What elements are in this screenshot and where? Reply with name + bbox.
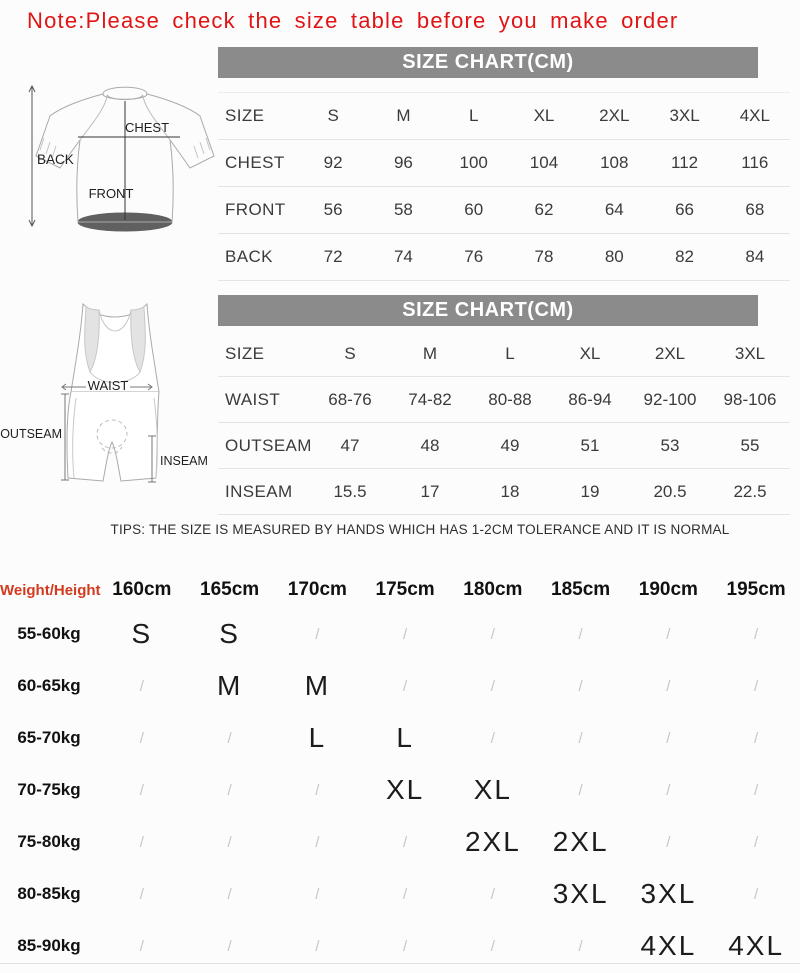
table-cell: 3XL [734, 343, 766, 363]
table-cell: 3XL [669, 106, 700, 125]
table-row [218, 234, 790, 281]
weight-row-label: 60-65kg [17, 676, 81, 695]
tips-text: TIPS: THE SIZE IS MEASURED BY HANDS WHICH HAS 1-2CM TOLERANCE AND IT IS NORMAL [110, 522, 730, 537]
empty-cell: / [754, 625, 759, 643]
table-cell: 66 [675, 200, 695, 219]
table-cell: 72 [323, 247, 343, 266]
empty-cell: / [315, 833, 320, 851]
table-row [218, 377, 790, 423]
table-row [218, 187, 790, 234]
table-cell: 68 [745, 200, 765, 219]
table-cell: 116 [741, 153, 769, 172]
empty-cell: / [754, 833, 759, 851]
table-cell: S [344, 343, 356, 363]
table-cell: 98-106 [723, 389, 777, 409]
empty-cell: / [403, 885, 408, 903]
row-label: SIZE [225, 343, 265, 363]
table-cell: 112 [671, 153, 699, 172]
table-cell: 17 [420, 481, 440, 501]
row-label: SIZE [225, 106, 265, 125]
table-cell: 74 [393, 247, 413, 266]
size-cell: 2XL [552, 826, 609, 857]
table-cell: 86-94 [568, 389, 612, 409]
empty-cell: / [578, 937, 583, 955]
table-cell: XL [579, 343, 601, 363]
height-column-header: 165cm [200, 579, 260, 600]
table-cell: 2XL [654, 343, 686, 363]
size-cell: 2XL [464, 826, 521, 857]
table-cell: 22.5 [733, 481, 767, 501]
size-cell: M [216, 670, 243, 701]
table-cell: 60 [464, 200, 484, 219]
size-cell: L [308, 722, 327, 753]
size-cell: 4XL [728, 930, 785, 961]
table-row [218, 423, 790, 469]
table-cell: 4XL [739, 106, 770, 125]
table-cell: 80-88 [488, 389, 532, 409]
size-cell: S [219, 618, 240, 649]
empty-cell: / [227, 729, 232, 747]
bib-size-chart-title [218, 295, 758, 326]
empty-cell: / [403, 833, 408, 851]
weight-row-label: 85-90kg [17, 936, 81, 955]
table-cell: 64 [604, 200, 624, 219]
height-column-header: 170cm [287, 579, 347, 600]
empty-cell: / [666, 625, 671, 643]
table-cell: 78 [534, 247, 554, 266]
empty-cell: / [754, 677, 759, 695]
empty-cell: / [490, 729, 495, 747]
empty-cell: / [666, 833, 671, 851]
table-cell: 92-100 [643, 389, 697, 409]
empty-cell: / [578, 781, 583, 799]
table-cell: 51 [580, 435, 600, 455]
size-cell: XL [386, 774, 425, 805]
empty-cell: / [139, 781, 144, 799]
bib-size-chart-title-text: SIZE CHART(CM) [402, 299, 574, 321]
empty-cell: / [227, 833, 232, 851]
table-cell: 53 [660, 435, 680, 455]
size-cell: 3XL [640, 878, 697, 909]
jersey-diagram [0, 80, 215, 298]
row-label: INSEAM [225, 481, 293, 501]
table-cell: 96 [393, 153, 413, 172]
table-cell: 18 [500, 481, 520, 501]
height-column-header: 185cm [551, 579, 611, 600]
size-cell: 4XL [640, 930, 697, 961]
empty-cell: / [227, 781, 232, 799]
empty-cell: / [578, 729, 583, 747]
empty-cell: / [754, 781, 759, 799]
size-cell: XL [473, 774, 512, 805]
chest-label: CHEST [124, 120, 170, 135]
empty-cell: / [227, 885, 232, 903]
table-cell: 55 [740, 435, 760, 455]
bottom-divider [0, 963, 800, 964]
height-column-header: 160cm [112, 579, 172, 600]
table-cell: L [505, 343, 515, 363]
jersey-size-table [218, 92, 790, 281]
empty-cell: / [754, 729, 759, 747]
table-cell: 108 [600, 153, 629, 172]
waist-label: WAIST [87, 378, 129, 393]
empty-cell: / [403, 677, 408, 695]
bib-shorts-diagram [0, 298, 215, 518]
weight-row-label: 75-80kg [17, 832, 81, 851]
matrix-row [0, 712, 800, 764]
empty-cell: / [490, 677, 495, 695]
table-cell: XL [533, 106, 555, 125]
weight-row-label: 65-70kg [17, 728, 81, 747]
empty-cell: / [490, 625, 495, 643]
empty-cell: / [666, 729, 671, 747]
empty-cell: / [754, 885, 759, 903]
matrix-header-row [0, 572, 800, 608]
size-cell: S [131, 618, 153, 649]
empty-cell: / [666, 781, 671, 799]
table-row [218, 140, 790, 187]
table-cell: 58 [393, 200, 413, 219]
empty-cell: / [490, 885, 495, 903]
table-cell: M [396, 106, 411, 125]
table-row [218, 93, 790, 140]
note-text: Note:Please check the size table before you make order [27, 8, 679, 33]
table-cell: 62 [534, 200, 554, 219]
empty-cell: / [315, 885, 320, 903]
weight-row-label: 80-85kg [17, 884, 81, 903]
empty-cell: / [227, 937, 232, 955]
empty-cell: / [490, 937, 495, 955]
empty-cell: / [315, 625, 320, 643]
size-cell: L [396, 722, 414, 753]
table-cell: 82 [675, 247, 695, 266]
matrix-row [0, 764, 800, 816]
empty-cell: / [315, 937, 320, 955]
table-cell: 56 [323, 200, 343, 219]
inseam-label: INSEAM [160, 454, 208, 468]
jersey-size-chart-title-text: SIZE CHART(CM) [402, 51, 574, 73]
weight-row-label: 70-75kg [17, 780, 81, 799]
height-column-header: 175cm [375, 579, 435, 600]
height-column-header: 180cm [463, 579, 523, 600]
matrix-row [0, 920, 800, 972]
back-label: BACK [37, 152, 74, 167]
row-label: OUTSEAM [225, 435, 312, 455]
matrix-row [0, 816, 800, 868]
empty-cell: / [315, 781, 320, 799]
table-cell: 49 [500, 435, 520, 455]
empty-cell: / [403, 625, 408, 643]
row-label: CHEST [225, 153, 285, 172]
table-row [218, 469, 790, 515]
table-cell: S [327, 106, 339, 125]
matrix-row [0, 608, 800, 660]
table-cell: 100 [459, 153, 488, 172]
table-cell: 80 [604, 247, 624, 266]
table-cell: 48 [420, 435, 440, 455]
height-column-header: 190cm [638, 579, 698, 600]
empty-cell: / [139, 937, 144, 955]
table-cell: 104 [529, 153, 559, 172]
table-cell: 15.5 [333, 481, 367, 501]
size-cell: M [304, 670, 331, 701]
size-cell: 3XL [552, 878, 609, 909]
empty-cell: / [666, 677, 671, 695]
empty-cell: / [403, 937, 408, 955]
row-label: FRONT [225, 200, 286, 219]
table-cell: 76 [464, 247, 484, 266]
table-cell: 19 [580, 481, 600, 501]
table-cell: 47 [340, 435, 360, 455]
empty-cell: / [139, 729, 144, 747]
empty-cell: / [578, 677, 583, 695]
outseam-label: OUTSEAM [0, 427, 62, 441]
matrix-row [0, 660, 800, 712]
empty-cell: / [139, 885, 144, 903]
table-cell: 74-82 [408, 389, 452, 409]
height-column-header: 195cm [726, 579, 786, 600]
row-label: WAIST [225, 389, 281, 409]
table-cell: 20.5 [653, 481, 687, 501]
jersey-size-chart-title [218, 47, 758, 78]
table-cell: 84 [745, 247, 765, 266]
empty-cell: / [578, 625, 583, 643]
table-row [218, 331, 790, 377]
table-cell: L [468, 106, 479, 125]
matrix-row [0, 868, 800, 920]
table-cell: 92 [323, 153, 343, 172]
weight-height-corner-label: Weight/Height [0, 581, 101, 599]
front-label: FRONT [88, 186, 134, 201]
empty-cell: / [139, 833, 144, 851]
row-label: BACK [225, 247, 273, 266]
weight-height-matrix [0, 572, 800, 972]
empty-cell: / [139, 677, 144, 695]
table-cell: 68-76 [328, 389, 372, 409]
table-cell: 2XL [599, 106, 630, 125]
weight-row-label: 55-60kg [17, 624, 81, 643]
bib-size-table [218, 331, 790, 515]
table-cell: M [422, 343, 438, 363]
